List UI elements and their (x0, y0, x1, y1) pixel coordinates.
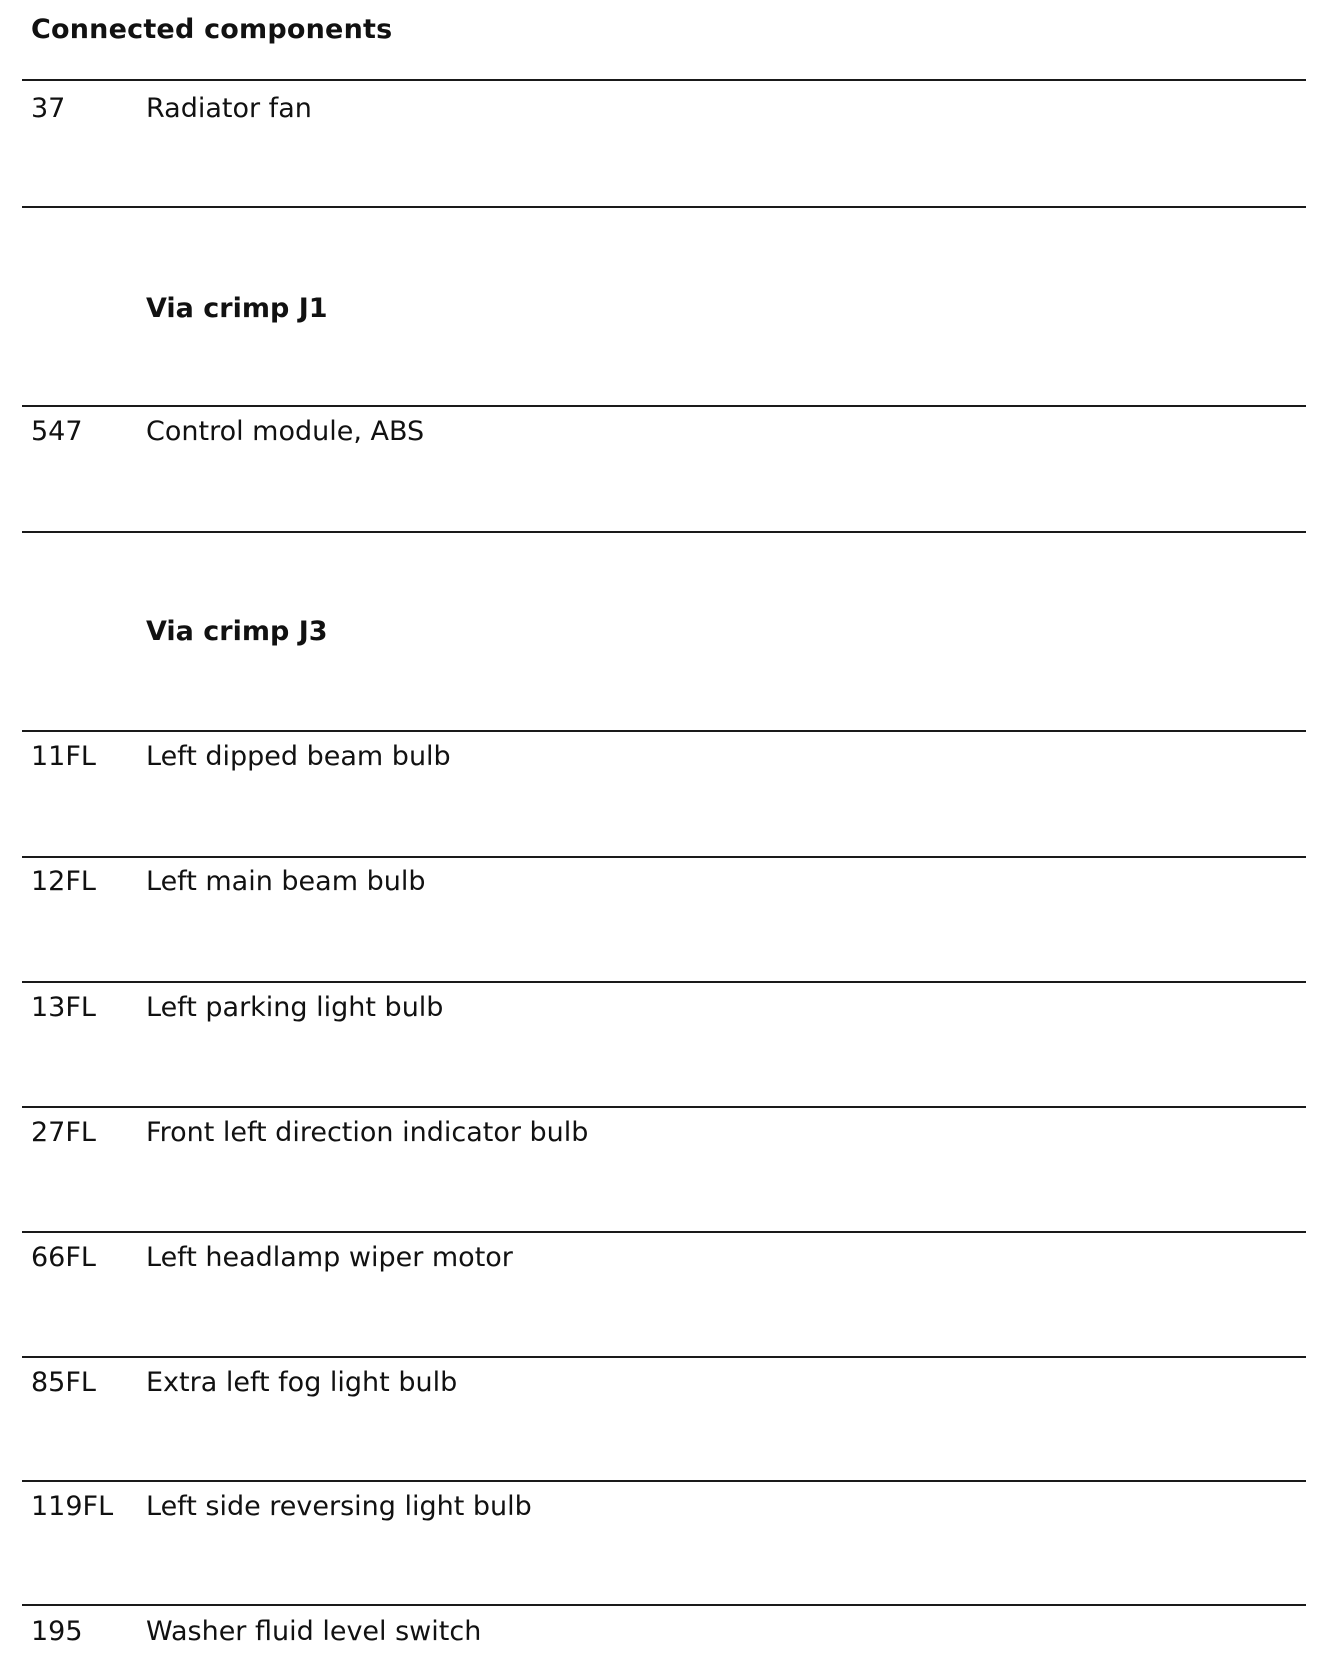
divider (22, 405, 1306, 407)
divider (22, 206, 1306, 208)
component-description: Extra left fog light bulb (146, 1367, 458, 1398)
subheading-via-crimp-j1: Via crimp J1 (146, 293, 328, 324)
subheading-via-crimp-j3: Via crimp J3 (146, 616, 328, 647)
component-description: Left headlamp wiper motor (146, 1242, 513, 1273)
divider (22, 79, 1306, 81)
component-description: Washer fluid level switch (146, 1616, 482, 1647)
component-description: Left parking light bulb (146, 992, 444, 1023)
component-description: Front left direction indicator bulb (146, 1117, 589, 1148)
component-description: Left side reversing light bulb (146, 1491, 532, 1522)
table-row (0, 988, 1328, 1028)
table-row (0, 412, 1328, 452)
component-description: Radiator fan (146, 93, 312, 124)
table-row (0, 89, 1328, 129)
divider (22, 730, 1306, 732)
component-code: 11FL (31, 741, 96, 772)
component-code: 37 (31, 93, 66, 124)
divider (22, 531, 1306, 533)
component-code: 66FL (31, 1242, 96, 1273)
divider (22, 1356, 1306, 1358)
divider (22, 856, 1306, 858)
page-title: Connected components (31, 14, 393, 45)
table-row (0, 1238, 1328, 1278)
component-code: 13FL (31, 992, 96, 1023)
table-row (0, 1612, 1328, 1652)
component-code: 12FL (31, 866, 96, 897)
component-code: 547 (31, 416, 83, 447)
divider (22, 1480, 1306, 1482)
component-description: Left dipped beam bulb (146, 741, 451, 772)
component-description: Left main beam bulb (146, 866, 426, 897)
divider (22, 981, 1306, 983)
table-row (0, 1363, 1328, 1403)
component-code: 85FL (31, 1367, 96, 1398)
component-code: 27FL (31, 1117, 96, 1148)
divider (22, 1231, 1306, 1233)
component-code: 195 (31, 1616, 83, 1647)
table-row (0, 1113, 1328, 1153)
divider (22, 1106, 1306, 1108)
table-row (0, 737, 1328, 777)
table-row (0, 1487, 1328, 1527)
divider (22, 1604, 1306, 1606)
component-description: Control module, ABS (146, 416, 425, 447)
component-code: 119FL (31, 1491, 114, 1522)
table-row (0, 862, 1328, 902)
